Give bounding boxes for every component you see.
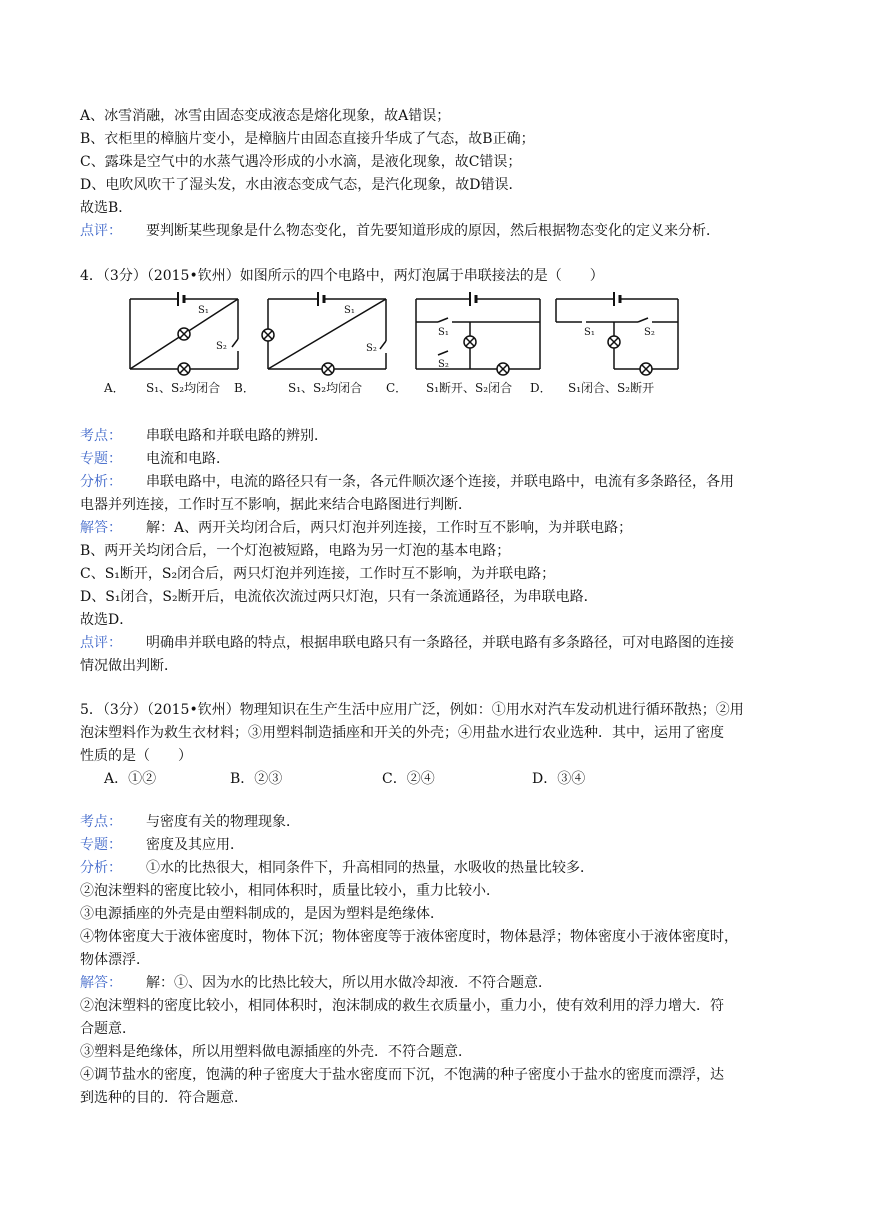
fenxi-label: 分析：: [80, 860, 122, 876]
kaodian-text: 串联电路和并联电路的辨别．: [146, 428, 328, 444]
circuit-a: [130, 292, 238, 375]
q5-kaodian: [80, 812, 300, 832]
switch-label-d1: S₁: [584, 327, 595, 338]
zhuanti-text: 密度及其应用．: [146, 837, 244, 853]
circuit-diagrams: [98, 277, 680, 377]
circuit-d: [556, 292, 678, 375]
q5-zhuanti: [80, 835, 244, 855]
switch-label-c2: S₂: [438, 359, 449, 370]
q5-fenxi-4-cont: 物体漂浮．: [80, 952, 150, 968]
comment-label: 点评：: [80, 223, 122, 239]
switch-label-b2: S₂: [366, 343, 377, 354]
q5-fenxi-4: ④物体密度大于液体密度时，物体下沉；物体密度等于液体密度时，物体悬浮；物体密度小于液体密度时，: [80, 929, 738, 945]
option-c-letter: C．: [386, 381, 408, 395]
q4-answer: 故选D．: [80, 612, 134, 628]
option-a-letter: A．: [104, 381, 125, 395]
option-b-caption: S₁、S₂均闭合: [288, 381, 363, 395]
q4-question: 4．（3分）（2015•钦州）如图所示的四个电路中，两灯泡属于串联接法的是（ ）: [80, 268, 604, 284]
switch-label-a1: S₁: [198, 305, 209, 316]
comment-label: 点评：: [80, 635, 122, 651]
q3-line-d: D、电吹风吹干了湿头发，水由液态变成气态，是汽化现象，故D错误．: [80, 177, 523, 193]
q5-option-c: C．②④: [382, 771, 435, 787]
q3-answer: 故选B．: [80, 200, 133, 216]
kaodian-label: 考点：: [80, 814, 122, 830]
option-d-letter: D．: [530, 381, 552, 395]
q5-jieda: [80, 973, 552, 993]
kaodian-text: 与密度有关的物理现象．: [146, 814, 300, 830]
comment-text: 要判断某些现象是什么物态变化，首先要知道形成的原因，然后根据物态变化的定义来分析．: [146, 223, 720, 239]
q4-comment-cont: 情况做出判断．: [80, 658, 178, 674]
q4-fenxi: [80, 472, 734, 492]
q3-line-a: A、冰雪消融，冰雪由固态变成液态是熔化现象，故A错误；: [80, 108, 451, 124]
q5-jieda-4-cont: 到选种的目的．符合题意．: [80, 1090, 248, 1106]
option-a-caption: S₁、S₂均闭合: [146, 381, 221, 395]
q3-line-c: C、露珠是空气中的水蒸气遇冷形成的小水滴，是液化现象，故C错误；: [80, 154, 522, 170]
fenxi-text: ①水的比热很大，相同条件下，升高相同的热量，水吸收的热量比较多．: [146, 860, 594, 876]
q5-jieda-4: ④调节盐水的密度，饱满的种子密度大于盐水密度而下沉，不饱满的种子密度小于盐水的密度而漂浮，达: [80, 1067, 724, 1083]
q5-option-b: B．②③: [230, 771, 283, 787]
jieda-label: 解答：: [80, 975, 122, 991]
q5-option-a: A．①②: [104, 771, 157, 787]
q3-line-b: B、衣柜里的樟脑片变小，是樟脑片由固态直接升华成了气态，故B正确；: [80, 131, 535, 147]
q4-jieda-d: D、S₁闭合，S₂断开后，电流依次流过两只灯泡，只有一条流通路径，为串联电路．: [80, 589, 598, 605]
switch-label-a2: S₂: [216, 341, 227, 352]
zhuanti-label: 专题：: [80, 837, 122, 853]
fenxi-label: 分析：: [80, 474, 122, 490]
q5-jieda-2-cont: 合题意．: [80, 1021, 136, 1037]
circuit-c: [416, 292, 540, 375]
q5-fenxi-3: ③电源插座的外壳是由塑料制成的，是因为塑料是绝缘体．: [80, 906, 444, 922]
fenxi-text: 串联电路中，电流的路径只有一条，各元件顺次逐个连接，并联电路中，电流有多条路径，各用: [146, 474, 734, 490]
jieda-text: 解：①、因为水的比热比较大，所以用水做冷却液．不符合题意．: [146, 975, 552, 991]
switch-label-b1: S₁: [344, 305, 355, 316]
q5-jieda-3: ③塑料是绝缘体，所以用塑料做电源插座的外壳．不符合题意．: [80, 1044, 472, 1060]
q5-jieda-2: ②泡沫塑料的密度比较小，相同体积时，泡沫制成的救生衣质量小，重力小，使有效利用的浮力增大．符: [80, 998, 724, 1014]
jieda-text: 解：A、两开关均闭合后，两只灯泡并列连接，工作时互不影响，为并联电路；: [146, 520, 633, 536]
q5-option-d: D．③④: [532, 771, 586, 787]
q4-zhuanti: [80, 449, 230, 469]
switch-label-d2: S₂: [644, 327, 655, 338]
q5-question-2: 泡沫塑料作为救生衣材料；③用塑料制造插座和开关的外壳；④用盐水进行农业选种．其中，运用了密度: [80, 725, 724, 741]
kaodian-label: 考点：: [80, 428, 122, 444]
zhuanti-text: 电流和电路．: [146, 451, 230, 467]
q3-comment: [80, 221, 720, 241]
q5-question-1: 5．（3分）（2015•钦州）物理知识在生产生活中应用广泛，例如：①用水对汽车发动机进行循环散热；②用: [80, 702, 744, 718]
jieda-label: 解答：: [80, 520, 122, 536]
q4-fenxi-cont: 电器并列连接，工作时互不影响，据此来结合电路图进行判断．: [80, 497, 472, 513]
q4-jieda-b: B、两开关均闭合后，一个灯泡被短路，电路为另一灯泡的基本电路；: [80, 543, 511, 559]
q4-comment: [80, 633, 734, 653]
q5-fenxi: [80, 858, 594, 878]
q4-jieda-c: C、S₁断开，S₂闭合后，两只灯泡并列连接，工作时互不影响，为并联电路；: [80, 566, 556, 582]
q5-fenxi-2: ②泡沫塑料的密度比较小，相同体积时，质量比较小，重力比较小．: [80, 883, 500, 899]
option-d-caption: S₁闭合、S₂断开: [568, 381, 655, 395]
q4-jieda: [80, 518, 632, 538]
q4-circuit-figure: [98, 277, 680, 397]
switch-label-c1: S₁: [438, 327, 449, 338]
option-c-caption: S₁断开、S₂闭合: [426, 381, 513, 395]
zhuanti-label: 专题：: [80, 451, 122, 467]
q5-question-3: 性质的是（ ）: [80, 748, 192, 764]
comment-text: 明确串并联电路的特点，根据串联电路只有一条路径，并联电路有多条路径，可对电路图的连接: [146, 635, 734, 651]
circuit-b: [262, 292, 386, 375]
q4-kaodian: [80, 426, 328, 446]
option-b-letter: B．: [234, 381, 255, 395]
